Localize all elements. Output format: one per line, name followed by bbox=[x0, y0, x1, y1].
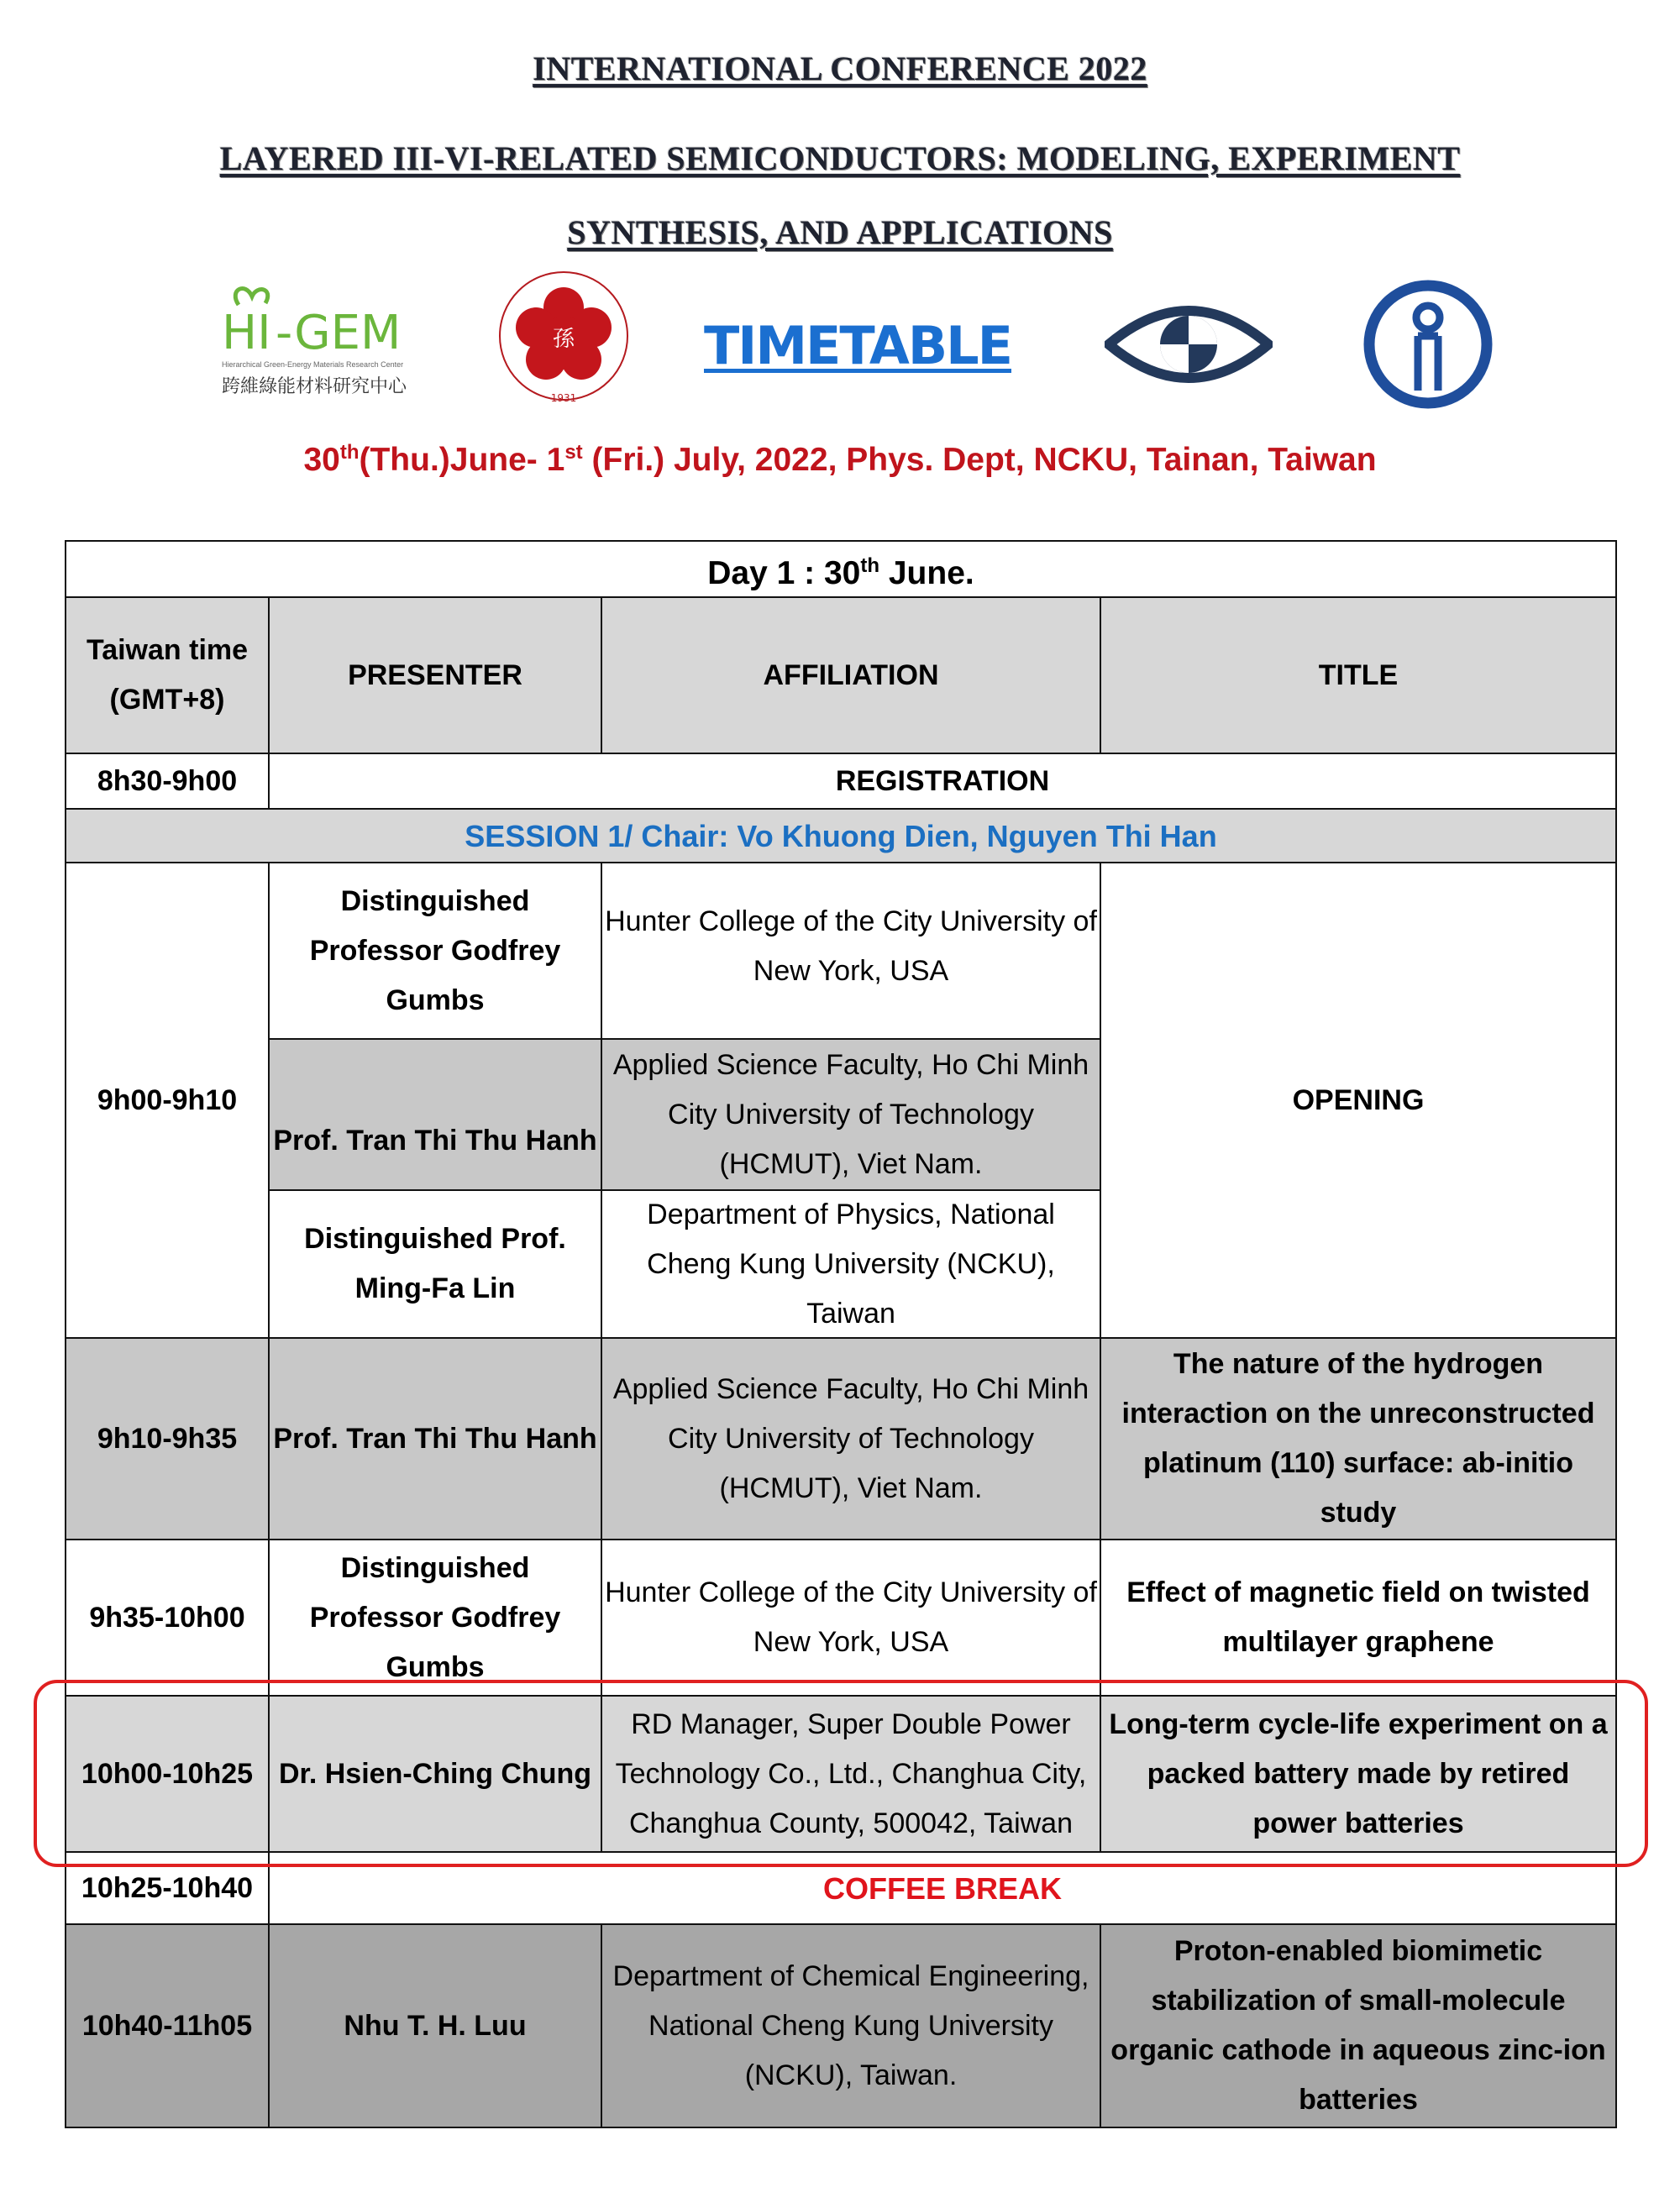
coffee-break-label: COFFEE BREAK bbox=[269, 1853, 1616, 1923]
table-border bbox=[66, 596, 1616, 598]
opening-affiliation-gumbs: Hunter College of the City University of New York, USA bbox=[601, 863, 1100, 1038]
session1-header: SESSION 1/ Chair: Vo Khuong Dien, Nguyen Thi Han bbox=[66, 810, 1616, 862]
row-title: The nature of the hydrogen interaction on the unreconstructed platinum (110) surface: ab-initio study bbox=[1100, 1339, 1616, 1539]
conference-subtitle-line1: LAYERED III-VI-RELATED SEMICONDUCTORS: MODELING, EXPERIMENT bbox=[219, 139, 1461, 177]
table-border bbox=[1100, 596, 1101, 754]
table-border bbox=[66, 808, 1616, 810]
header-time: Taiwan time (GMT+8) bbox=[66, 598, 269, 753]
svg-text:-GEM: -GEM bbox=[276, 306, 402, 360]
day-heading: Day 1 : 30th June. bbox=[66, 542, 1616, 597]
eye-logo bbox=[1105, 294, 1273, 395]
row-presenter: Dr. Hsien-Ching Chung bbox=[269, 1697, 601, 1851]
opening-title: OPENING bbox=[1100, 863, 1616, 1337]
higem-chinese: 跨維綠能材料研究中心 bbox=[222, 376, 407, 397]
conference-dates: 30th(Thu.)June- 1st (Fri.) July, 2022, Phys. Dept, NCKU, Tainan, Taiwan bbox=[303, 441, 1377, 478]
opening-presenter-hanh: Prof. Tran Thi Thu Hanh bbox=[269, 1040, 601, 1189]
table-border bbox=[66, 753, 1616, 754]
row-presenter: Nhu T. H. Luu bbox=[269, 1925, 601, 2127]
row-title: Proton-enabled biomimetic stabilization of small-molecule organic cathode in aqueous zinc-ion batteries bbox=[1100, 1925, 1616, 2127]
row-time: 9h35-10h00 bbox=[66, 1540, 269, 1695]
opening-affiliation-lin: Department of Physics, National Cheng Kung University (NCKU), Taiwan bbox=[601, 1191, 1100, 1337]
row-time: 9h10-9h35 bbox=[66, 1339, 269, 1539]
registration-label: REGISTRATION bbox=[269, 754, 1616, 808]
row-affiliation: Hunter College of the City University of New York, USA bbox=[601, 1540, 1100, 1695]
svg-text:HI: HI bbox=[222, 306, 271, 360]
header-title: TITLE bbox=[1100, 598, 1616, 753]
row-time: 10h40-11h05 bbox=[66, 1925, 269, 2127]
opening-presenter-lin: Distinguished Prof. Ming-Fa Lin bbox=[269, 1191, 601, 1337]
table-border bbox=[1100, 1923, 1101, 2127]
table-border bbox=[1615, 540, 1617, 2128]
table-border bbox=[66, 862, 1616, 863]
opening-time: 9h00-9h10 bbox=[66, 863, 269, 1337]
row-affiliation: Applied Science Faculty, Ho Chi Minh City University of Technology (HCMUT), Viet Nam. bbox=[601, 1339, 1100, 1539]
ncku-year: 1931 bbox=[550, 392, 577, 404]
row-presenter: Distinguished Professor Godfrey Gumbs bbox=[269, 1540, 601, 1695]
header-presenter: PRESENTER bbox=[269, 598, 601, 753]
header-affiliation: AFFILIATION bbox=[601, 598, 1100, 753]
table-border bbox=[601, 596, 602, 754]
higem-subtitle: Hierarchical Green-Energy Materials Research Center bbox=[222, 360, 404, 369]
row-title: Effect of magnetic field on twisted multilayer graphene bbox=[1100, 1540, 1616, 1695]
row-presenter: Prof. Tran Thi Thu Hanh bbox=[269, 1339, 601, 1539]
row-affiliation: Department of Chemical Engineering, National Cheng Kung University (NCKU), Taiwan. bbox=[601, 1925, 1100, 2127]
ncku-seal-logo bbox=[497, 267, 630, 412]
conference-title: INTERNATIONAL CONFERENCE 2022 bbox=[533, 50, 1147, 87]
table-border bbox=[66, 2127, 1616, 2128]
row-time: 10h00-10h25 bbox=[66, 1697, 269, 1851]
table-border bbox=[66, 1923, 1616, 1925]
table-border bbox=[66, 540, 1616, 542]
higem-logo bbox=[220, 281, 422, 399]
table-border bbox=[268, 596, 270, 808]
table-border bbox=[268, 862, 270, 2127]
table-border bbox=[66, 1337, 1616, 1339]
row-title: Long-term cycle-life experiment on a packed battery made by retired power batteries bbox=[1100, 1697, 1616, 1851]
conference-subtitle-line2: SYNTHESIS, AND APPLICATIONS bbox=[567, 213, 1113, 251]
table-border bbox=[65, 540, 66, 2128]
registration-time: 8h30-9h00 bbox=[66, 754, 269, 808]
info-i-logo bbox=[1361, 277, 1495, 412]
table-border bbox=[601, 1923, 602, 2127]
row-affiliation: RD Manager, Super Double Power Technology Co., Ltd., Changhua City, Changhua County, 500042, Taiwan bbox=[601, 1697, 1100, 1851]
table-border bbox=[66, 1539, 1616, 1540]
svg-text:孫: 孫 bbox=[552, 327, 575, 352]
timetable-logo: TIMETABLE bbox=[704, 315, 1011, 376]
opening-affiliation-hanh: Applied Science Faculty, Ho Chi Minh City University of Technology (HCMUT), Viet Nam. bbox=[601, 1040, 1100, 1189]
coffee-time: 10h25-10h40 bbox=[66, 1853, 269, 1923]
highlight-box bbox=[34, 1680, 1648, 1867]
table-border bbox=[269, 1038, 1100, 1040]
opening-presenter-gumbs: Distinguished Professor Godfrey Gumbs bbox=[269, 863, 601, 1038]
table-border bbox=[269, 1189, 1100, 1191]
